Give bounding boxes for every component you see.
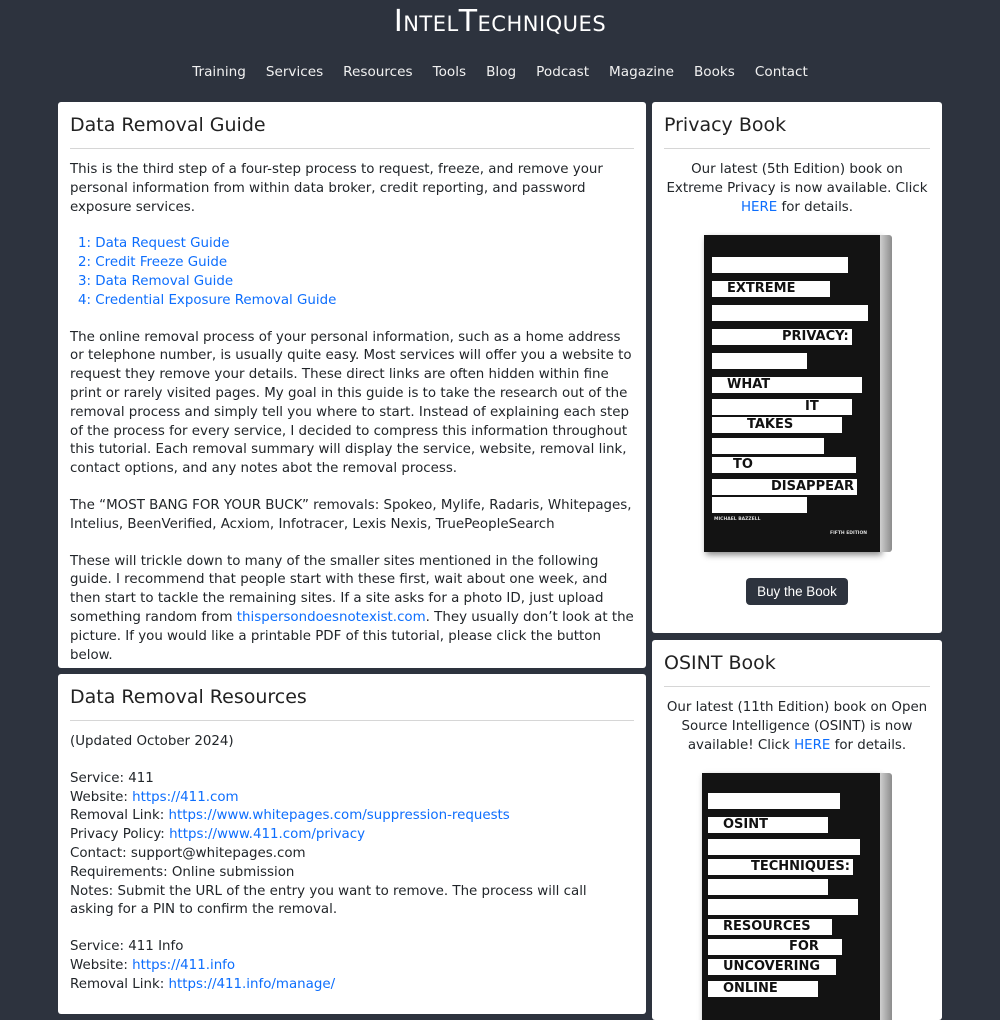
nav-blog[interactable]: Blog: [486, 64, 517, 80]
nav-services[interactable]: Services: [265, 64, 324, 80]
cover-word: IT: [802, 399, 822, 415]
osint-text-b: for details.: [830, 737, 907, 753]
nav-resources[interactable]: Resources: [343, 64, 413, 80]
resource-entry: [70, 770, 634, 920]
cover-bar: [712, 257, 848, 273]
privacy-here-link[interactable]: HERE: [740, 199, 778, 215]
step-link-removal[interactable]: 3: Data Removal Guide: [78, 273, 234, 289]
removal-link[interactable]: https://411.info/manage/: [168, 976, 336, 992]
cover-word: TAKES: [744, 417, 796, 433]
osint-book-title: OSINT Book: [664, 652, 930, 687]
guide-paragraph-process: The online removal process of your personal information, such as a home address or telephone number, is usually quite easy. Most services will offer you a website to request they remove your details. These direct links are often hidden within fine print or rarely visited pages. My goal in this guide is to take the research out of the removal process and simply tell you where to start. Instead of explaining each step of the process for every service, I decided to compress this information throughout this tutorial. Each removal summary will display the service, website, removal link, contact options, and any notes abot the removal process.: [70, 329, 632, 477]
privacy-book-title: Privacy Book: [664, 114, 930, 149]
privacy-text-b: for details.: [777, 199, 854, 215]
removal-link[interactable]: https://www.whitepages.com/suppression-requests: [168, 808, 510, 824]
website-label: Website:: [70, 957, 133, 973]
cover-bar: [708, 793, 840, 809]
cover-bar: [708, 879, 828, 895]
service-value: 411: [128, 770, 154, 786]
extreme-privacy-cover[interactable]: [704, 235, 880, 552]
site-title[interactable]: IntelTechniques: [393, 4, 607, 39]
step-link-request[interactable]: 1: Data Request Guide: [78, 236, 230, 252]
cover-word: FOR: [786, 939, 822, 955]
cover-bar: [712, 281, 830, 297]
step-links: [70, 235, 634, 310]
osint-book-card: [652, 640, 942, 1020]
nav-tools[interactable]: Tools: [432, 64, 467, 80]
book-spine: [880, 235, 892, 552]
privacy-policy-link[interactable]: https://www.411.com/privacy: [169, 827, 366, 843]
requirements-value: Online submission: [171, 864, 295, 880]
guide-title: Data Removal Guide: [70, 114, 634, 149]
nav-magazine[interactable]: Magazine: [609, 64, 674, 80]
privacy-book-card: [652, 102, 942, 633]
book-spine: [880, 773, 892, 1020]
cover-bar: [708, 981, 818, 997]
nav-contact[interactable]: Contact: [754, 64, 808, 80]
cover-word: TO: [730, 457, 756, 473]
cover-bar: [708, 859, 850, 875]
data-removal-guide-card: [58, 102, 646, 668]
cover-edition: FIFTH EDITION: [830, 531, 868, 536]
removal-label: Removal Link:: [70, 808, 169, 824]
cover-author: MICHAEL BAZZELL: [714, 517, 761, 522]
osint-here-link[interactable]: HERE: [794, 737, 831, 753]
guide-paragraph-bang: The “MOST BANG FOR YOUR BUCK” removals: Spokeo, Mylife, Radaris, Whitepages, Intelius, BeenVerified, Acxiom, Infotracer, Lexis Nexis, TruePeopleSearch: [70, 497, 632, 532]
nav-training[interactable]: Training: [192, 64, 246, 80]
cover-bar: [712, 399, 852, 415]
cover-word: DISAPPEAR: [768, 479, 857, 495]
contact-value: support@whitepages.com: [130, 845, 306, 861]
resource-entry: [70, 938, 634, 994]
contact-label: Contact:: [70, 845, 131, 861]
cover-word: WHAT: [724, 377, 773, 393]
step-link-freeze[interactable]: 2: Credit Freeze Guide: [78, 255, 228, 271]
buy-the-book-button[interactable]: Buy the Book: [746, 578, 848, 605]
requirements-label: Requirements:: [70, 864, 172, 880]
privacy-label: Privacy Policy:: [70, 827, 170, 843]
osint-techniques-cover[interactable]: [702, 773, 880, 1020]
cover-word: RESOURCES: [720, 919, 814, 935]
guide-paragraph-trickle: [70, 553, 634, 666]
cover-word: TECHNIQUES:: [748, 859, 853, 875]
cover-word: EXTREME: [724, 281, 798, 297]
privacy-book-text: [652, 161, 942, 217]
cover-bar: [712, 438, 824, 454]
notes-value: Submit the URL of the entry you want to remove. The process will call asking for a PIN to confirm the removal.: [70, 883, 587, 918]
step-link-credential[interactable]: 4: Credential Exposure Removal Guide: [78, 292, 337, 308]
nav-books[interactable]: Books: [693, 64, 735, 80]
data-removal-resources-card: [58, 674, 646, 1014]
cover-word: ONLINE: [720, 981, 781, 997]
cover-bar: [712, 479, 855, 495]
cover-word: PRIVACY:: [779, 329, 852, 345]
cover-bar: [708, 839, 860, 855]
nav-podcast[interactable]: Podcast: [536, 64, 590, 80]
website-link[interactable]: https://411.info: [132, 957, 236, 973]
trickle-text-a: These will trickle down to many of the smaller sites mentioned in the following guide. I recommend that people start with these first, wait about one week, and then start to tackle the remaining sites. If a site asks for a photo ID, just upload something random from: [70, 553, 608, 625]
cover-bar: [712, 305, 868, 321]
guide-intro: This is the third step of a four-step process to request, freeze, and remove your personal information from within data broker, credit reporting, and password exposure services.: [70, 162, 603, 215]
cover-bar: [712, 497, 807, 513]
cover-bar: [712, 457, 856, 473]
cover-bar: [708, 959, 836, 975]
osint-book-text: [652, 699, 942, 755]
cover-bar: [708, 899, 858, 915]
service-label: Service:: [70, 770, 129, 786]
website-label: Website:: [70, 789, 133, 805]
cover-bar: [708, 939, 842, 955]
website-link[interactable]: https://411.com: [132, 789, 239, 805]
cover-bar: [712, 353, 807, 369]
notes-label: Notes:: [70, 883, 118, 899]
removal-label: Removal Link:: [70, 976, 169, 992]
thispersondoesnotexist-link[interactable]: thispersondoesnotexist.com: [236, 609, 426, 625]
service-label: Service:: [70, 939, 129, 955]
cover-bar: [708, 817, 828, 833]
osint-text-a: Our latest (11th Edition) book on Open Source Intelligence (OSINT) is now available! Click: [666, 700, 928, 753]
cover-word: OSINT: [720, 817, 771, 833]
cover-bar: [712, 377, 862, 393]
trickle-text-b: . They usually don’t look at the picture. If you would like a printable PDF of this tutorial, please click the button below.: [70, 609, 634, 663]
cover-word: UNCOVERING: [720, 959, 823, 975]
cover-bar: [712, 417, 842, 433]
cover-bar: [708, 919, 832, 935]
privacy-text-a: Our latest (5th Edition) book on Extreme Privacy is now available. Click: [666, 162, 928, 196]
resources-updated: (Updated October 2024): [70, 734, 234, 749]
service-value: 411 Info: [128, 939, 184, 955]
main-nav: [0, 62, 1000, 82]
cover-bar: [712, 329, 849, 345]
resources-title: Data Removal Resources: [70, 686, 634, 721]
